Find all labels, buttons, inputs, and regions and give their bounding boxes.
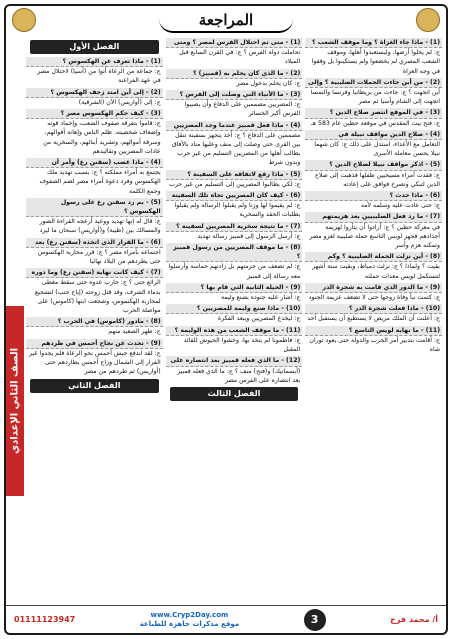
question-item bbox=[166, 38, 303, 67]
question-text: (2) - إلى أين امتد زحف الهكسوس ؟ bbox=[26, 88, 163, 98]
question-text: (3) - في الموقع انتصر صلاح الدين ؟ bbox=[305, 108, 442, 118]
answer-text: ج: فقدت أمراء مسيحيين طفلها فذهبت إلى صلاح الدين لتبكي وتصرخ فوافق على إعادته bbox=[314, 171, 441, 188]
question-item bbox=[166, 356, 303, 385]
page-header bbox=[6, 6, 446, 36]
question-text: (9) - ما الدور الذي قامت به شجرة الدر bbox=[305, 283, 442, 293]
answer-text: ج: المصريين مصممين على الدفاع وأن يصيبوا الفرس أكبر الخسائر bbox=[184, 101, 301, 118]
question-text: (4) - ماذا فعل قمبيز عندما وجد المصريين bbox=[166, 121, 303, 131]
answer-text: ج: حتى عادت عليه وسلمه لأمه bbox=[360, 202, 441, 210]
site-caption: موقع مذكرات جاهزة للطباعة bbox=[139, 619, 240, 628]
question-item bbox=[166, 222, 303, 241]
answer-text: ج: فاطمونا لم يتخذ بها، وخشوا الجيوش للقائد المقبل bbox=[183, 336, 301, 354]
question-item bbox=[26, 268, 163, 315]
question-text: (11) - ما موقف الشعب من هذه الوليمة ؟ bbox=[166, 326, 303, 336]
question-item bbox=[305, 212, 442, 250]
question-item bbox=[26, 238, 163, 267]
answer-text: ج: فتح بيت المقدس في موقعة حطين عام 583 هـ bbox=[310, 119, 441, 127]
answer-text: ج: قاموا بتفرقة صفوف الشعب، وإخماد قوته وإضعاف شخصيته. ظلم الناس وإهانة أقوالهم، وسرقة أموالهم، وتشريد أبنائهم، والسخرية من عادات المصريين وتقاليدهم bbox=[43, 120, 161, 155]
question-item bbox=[26, 158, 163, 196]
column-left bbox=[305, 38, 442, 603]
site-block bbox=[140, 611, 239, 629]
question-item bbox=[166, 243, 303, 281]
answer-text: ج: لم يخلوا أرضها، وليستعبدوا أهلها، وموقف الشعب المصري لم يخضعوا ولم يستكينوا بل وقفوا في وجه الغزاة bbox=[311, 49, 441, 75]
content-columns bbox=[26, 38, 442, 603]
question-text: (1) - متى تم احتلال الفرس لمصر ؟ ومتى bbox=[166, 38, 303, 48]
answer-text: ج: لم تضعف من حزمتهم بل زادتهم حماسة وأرسلوا معه رسالة إلى قمبيز bbox=[168, 263, 301, 280]
question-item bbox=[166, 304, 303, 323]
question-text: (1) - ماذا جاء الغزاة ؟ وما موقف الشعب ؟ bbox=[305, 38, 442, 48]
answer-text: ج: أقامت بتدبير أمر الحرب والدولة حتى يعود توران شاه bbox=[309, 336, 441, 354]
answer-text: ج: أعلنت أن الملك مريض لا يستطيع أن يستقبل أحد bbox=[307, 315, 441, 323]
question-item bbox=[26, 88, 163, 107]
page-number: 3 bbox=[304, 609, 326, 631]
question-item bbox=[166, 326, 303, 355]
question-text: (2) - من أين جاءت الحملات الصليبية ؟ وإلى bbox=[305, 78, 442, 88]
grade-side-label: الصف الثاني الإعدادي bbox=[6, 306, 24, 496]
question-item bbox=[166, 121, 303, 168]
question-text: (8) - أين نزلت الحملة الصليبية ؟ وكم bbox=[305, 252, 442, 262]
question-text: (6) - ما القرار الذي اتخذه (سقنن رع) بعد bbox=[26, 238, 163, 248]
question-item bbox=[305, 38, 442, 76]
question-item bbox=[26, 317, 163, 336]
question-item bbox=[166, 69, 303, 88]
question-text: (9) - تحدث عن نجاح أحمس في طردهم bbox=[26, 339, 163, 349]
site-link[interactable]: www.Cryp2Day.com bbox=[150, 610, 229, 619]
answer-text: ج: إلى (أواريس) الآن (الشرقية) bbox=[78, 98, 161, 106]
question-text: (8) - مادور (كاموس) في الحرب ؟ bbox=[26, 317, 163, 327]
answer-text: ج: أشار عليه جنوده بصنع وليمة bbox=[220, 294, 301, 302]
review-page bbox=[4, 4, 448, 635]
question-item bbox=[305, 78, 442, 107]
question-text: (7) - ما رد فعل الصليبيين بعد هزيمتهم bbox=[305, 212, 442, 222]
answer-text: في معركة حطين ؟ ج: أرادوا أن يثأروا لهزيمة أجدادهم فجهز لويس التاسع حملة صليبية لغزو مصر وتمكنه هزم وأسر bbox=[309, 223, 441, 250]
question-item bbox=[305, 130, 442, 159]
question-text: (3) - ما الأنباء التي وصلت إلى الفرس ؟ bbox=[166, 90, 303, 100]
question-item bbox=[305, 108, 442, 127]
answer-text: أين اتجهت ؟ ج: جاءت من بريطانيا وفرنسا والنمسا اتجهت إلى الشام وأسيا ثم مصر bbox=[310, 89, 441, 106]
phone-number: 01111123947 bbox=[14, 615, 76, 624]
author-name: أ/ محمد فرج bbox=[390, 615, 438, 624]
question-item bbox=[305, 326, 442, 355]
question-item bbox=[26, 198, 163, 236]
chapter-heading: الفصل الأول bbox=[30, 40, 159, 54]
question-text: (3) - كيف حكم الهكسوس مصر ؟ bbox=[26, 109, 163, 119]
answer-text: بقيت ؟ ولماذا ؟ ج: نزلت دمياط، وبقيت ستة أشهر لتستكمل لويس معدات حملته bbox=[312, 263, 441, 280]
question-text: (1) - ماذا تعرف عن الهكسوس ؟ bbox=[26, 57, 163, 67]
question-text: (4) - صلاح الدين مواقف نبيلة في bbox=[305, 130, 442, 140]
answer-text: (أبسماتيك) و(فتح) منف ؟ ج: ما الذي فعله قمبيز بعد انتصاره على الفرس مصر bbox=[177, 367, 301, 384]
answer-text: ج: لم يقيموا لها وزنا ولم يقبلوا الرسالة ولم يقبلوا بطلبات الحقد والسخرية bbox=[174, 202, 301, 219]
question-item bbox=[26, 339, 163, 377]
question-item bbox=[26, 109, 163, 156]
answer-text: يجتمع به أمراء مملكته ؟ ج: بسبب تهديد ملك الهكسوس وفرد دعوة أمراء مصر لضم الصفوف وجمع الكلمة bbox=[39, 169, 161, 195]
question-item bbox=[305, 191, 442, 210]
answer-text: ج: ليخدع المصريين ويبعد الفكرة bbox=[217, 315, 301, 323]
chapter-heading: الفصل الثاني bbox=[30, 379, 159, 393]
question-text: (6) - كيف كان المصريين تجاه تلك السفينة bbox=[166, 191, 303, 201]
question-item bbox=[305, 252, 442, 281]
question-text: (2) - ما الذي كان يحلم به (قمبيز) ؟ bbox=[166, 69, 303, 79]
question-text: (12) - ما الذي فعله قمبيز بعد انتصاره على bbox=[166, 356, 303, 366]
answer-text: ج: طهر الصعيد منهم bbox=[108, 328, 161, 336]
question-text: (10) - ماذا فعلت شجرة الدر ؟ bbox=[305, 304, 442, 314]
question-text: (8) - ما موقف المصريين من رسول قمبيز ؟ bbox=[166, 243, 303, 262]
answer-text: ج: كان يحلم بدخول مصر bbox=[236, 79, 301, 87]
answer-text: اجتماعه بأمراء مصر ؟ ج: قرر محاربة الهكسوس حتى يطردهم من البلاد نهائيا bbox=[37, 248, 161, 266]
question-text: (7) - ما نتيجة سخرية المصريين لسفينة ؟ bbox=[166, 222, 303, 232]
answer-text: مصممين على الدفاع ؟ ج: أخذ يتجهز بسفينة تتقل بين القرى حتى وصلت إلى منف وعليها مناد بالأفاق يطالب أهلها من المصريين التسليم من غير حرب وبدون شرط bbox=[171, 131, 301, 167]
column-right bbox=[26, 38, 163, 603]
question-text: (11) - ما نهاية لويس التاسع ؟ bbox=[305, 326, 442, 336]
answer-text: ج: كتمت نبأ وفاة زوجها حتى لا تضعف عزيمة الجنود bbox=[308, 294, 441, 302]
question-item bbox=[166, 191, 303, 220]
question-text: (5) - اذكر مواقف نبيلا لصلاح الدين ؟ bbox=[305, 160, 442, 170]
column-middle bbox=[166, 38, 303, 603]
question-text: (6) - ماذا حدث ؟ bbox=[305, 191, 442, 201]
answer-text: ج: لكي يطالبوا المصريين إلى التسليم من غير حرب bbox=[169, 180, 301, 188]
answer-text: ج: لقد اندفع جيش أحمس نحو الرعاة فلم يجدوا غير الفرار إلى الشمال وراح أحمس يطاردهم حتى (أواريس) ثم طردهم من مصر bbox=[29, 349, 161, 376]
question-item bbox=[305, 160, 442, 189]
question-item bbox=[305, 304, 442, 323]
question-text: (5) - بم رد سقنن رع على رسول الهكسوس ؟ bbox=[26, 198, 163, 217]
chapter-heading: الفصل الثالث bbox=[170, 387, 299, 401]
question-text: (5) - ماذا رفع لاتفاقه على السفينة ؟ bbox=[166, 170, 303, 180]
answer-text: الرائع حتى ؟ ج: حارب عدوه حتى سقط مغطى بدماء الشرف، وقد قتل زوجته (إياح حتب) لتشجيع لمحاربة الهكسوس، وشجعت ابنها (كاموس) على مواصلة الحرب bbox=[34, 279, 161, 315]
page-footer bbox=[6, 605, 446, 633]
answer-text: ج: جماعة من الرعاة أتوا من (آسيا) لاحتلال مصر في عهد الفراعنة bbox=[37, 68, 161, 85]
page-title: المراجعة bbox=[159, 9, 293, 33]
answer-text: التعامل مع الأعداء، استدل على ذلك ج: كان شهما نبيلا يحسن معاملة الأسرى bbox=[314, 141, 441, 158]
question-text: (9) - الحيلة الثانية التي قام بها ؟ bbox=[166, 283, 303, 293]
answer-text: ج: أرسل الرسول إلى قمبيز رسالة تهديد bbox=[197, 232, 301, 240]
question-text: (7) - كيف كانت نهاية (سقنن رع) وما دوره bbox=[26, 268, 163, 278]
answer-text: ج: قال له إنها تهديد ووعيد أزعجه القراءة الصور والمسالك بين (طيبة) و(أواريس) سبحان ما ليرد bbox=[39, 218, 161, 235]
question-item bbox=[166, 283, 303, 302]
question-text: (10) - ماذا صنع وليمة للمصريين ؟ bbox=[166, 304, 303, 314]
question-text: (4) - ماذا غضب (سقنن رع) وأمر أن bbox=[26, 158, 163, 168]
decorative-badge-icon bbox=[12, 8, 36, 32]
question-item bbox=[305, 283, 442, 302]
decorative-badge-icon bbox=[416, 8, 440, 32]
question-item bbox=[166, 90, 303, 119]
question-item bbox=[166, 170, 303, 189]
question-item bbox=[26, 57, 163, 86]
answer-text: تحاملت دولة الفرس ؟ ج: في القرن السابع قبل الميلاد bbox=[179, 49, 301, 66]
